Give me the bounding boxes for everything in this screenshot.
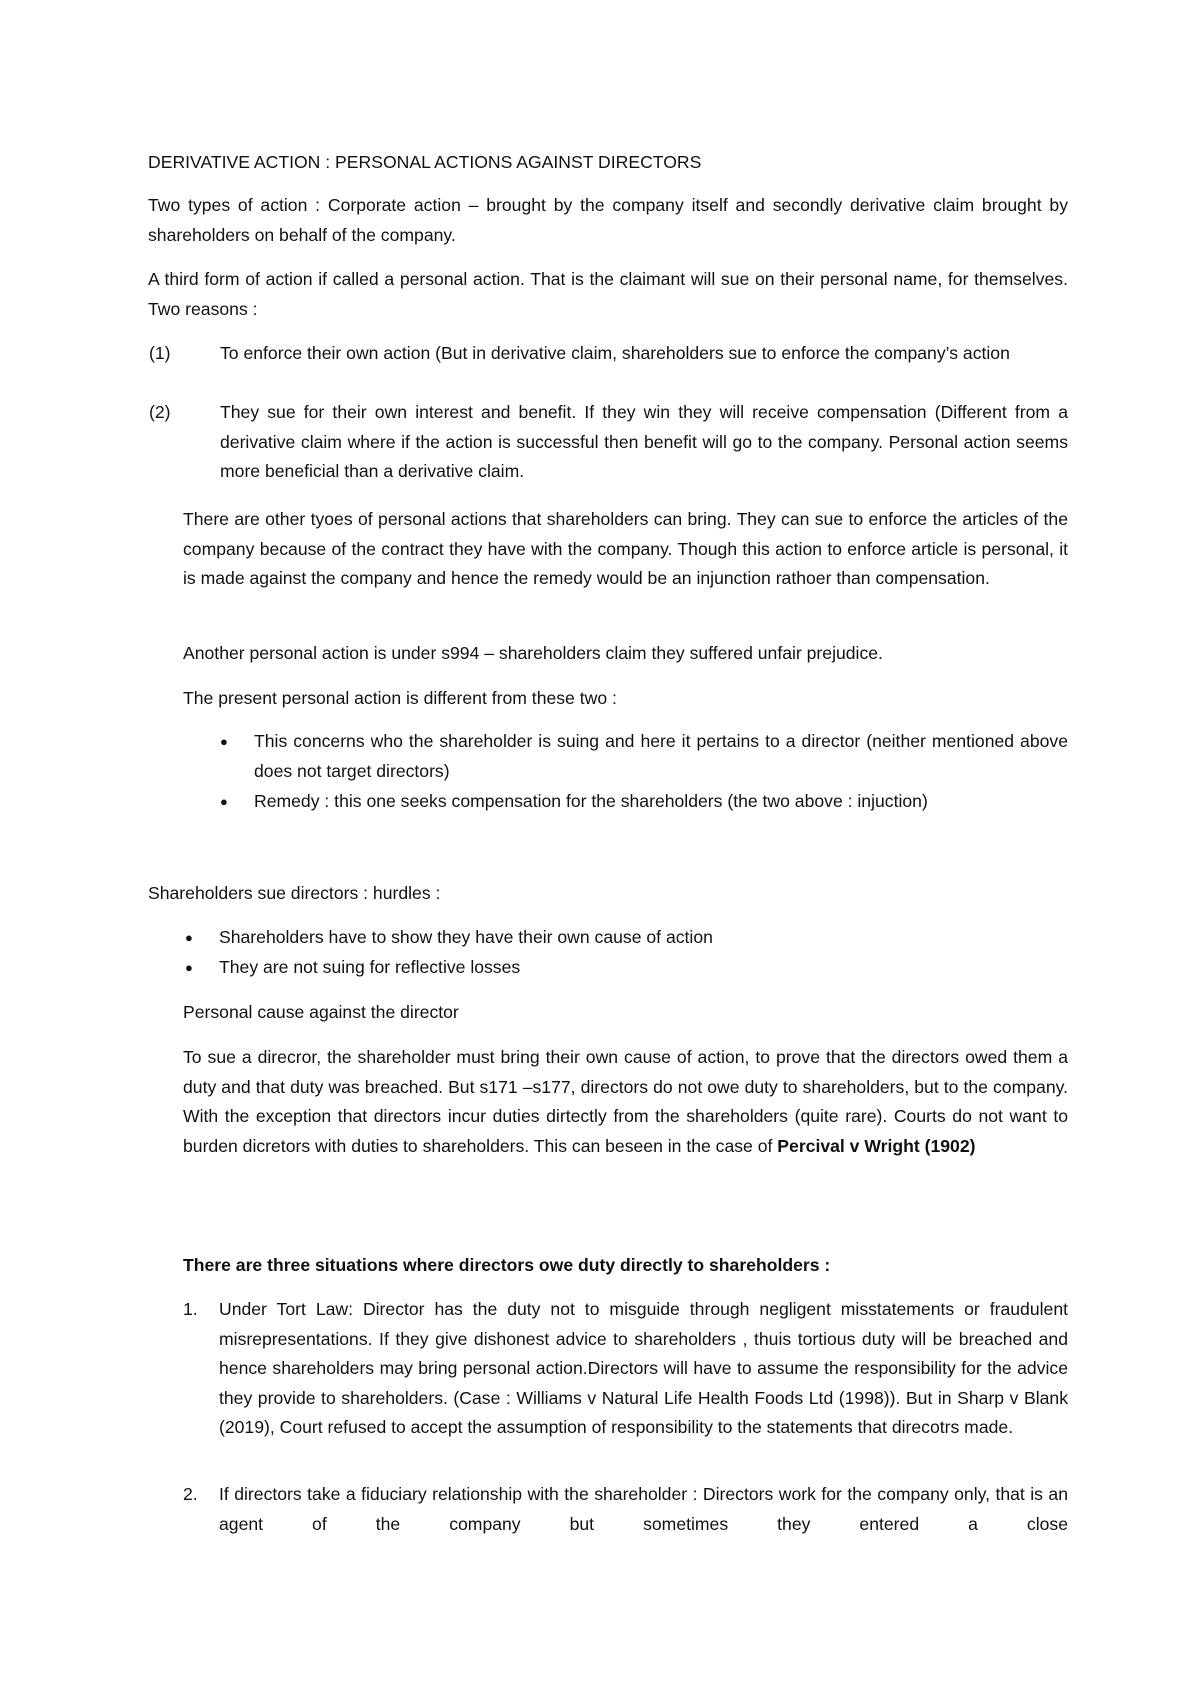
present-paragraph: The present personal action is different from these two : bbox=[183, 688, 617, 708]
bullet-icon: ● bbox=[185, 960, 193, 975]
situation-marker: 2. bbox=[183, 1484, 198, 1504]
list-item-text: Shareholders have to show they have their own cause of action bbox=[219, 927, 713, 947]
list-item-text: Remedy : this one seeks compensation for the shareholders (the two above : injuction) bbox=[254, 791, 928, 811]
case-percival: Percival v Wright (1902) bbox=[777, 1135, 976, 1156]
other-types-paragraph: There are other tyoes of personal actions that shareholders can bring. They can sue to enforce the articles of the company because of the contract they have with the company. Though this action to enforce article is personal, it is made against the company and hence the remedy would be an injunction rathoer than compensation. bbox=[183, 509, 1068, 588]
bullet-icon: ● bbox=[220, 734, 228, 749]
reason-text: They sue for their own interest and benefit. If they win they will receive compensation (Different from a derivative claim where if the action is successful then benefit will go to the company. Personal action seems more beneficial than a derivative claim. bbox=[220, 402, 1068, 481]
personal-cause-text: To sue a direcror, the shareholder must bring their own cause of action, to prove that the directors owed them a duty and that duty was breached. But s171 –s177, directors do not owe duty to shareholders, but to the company. With the exception that directors incur duties dirtectly from the shareholders (quite rare). Courts do not want to burden dicretors with duties to shareholders. This can beseen in the case of bbox=[183, 1047, 1068, 1156]
reason-marker: (2) bbox=[149, 402, 171, 422]
situation-marker: 1. bbox=[183, 1299, 198, 1319]
list-item-text: They are not suing for reflective losses bbox=[219, 957, 521, 977]
bullet-icon: ● bbox=[185, 930, 193, 945]
s994-paragraph: Another personal action is under s994 – shareholders claim they suffered unfair prejudice. bbox=[183, 643, 883, 663]
document-title: DERIVATIVE ACTION : PERSONAL ACTIONS AGAINST DIRECTORS bbox=[148, 152, 702, 172]
list-item-text: This concerns who the shareholder is suing and here it pertains to a director (neither mentioned above does not target directors) bbox=[254, 731, 1068, 781]
personal-cause-heading: Personal cause against the director bbox=[183, 1002, 459, 1022]
situation-text: If directors take a fiduciary relationship with the shareholder : Directors work for the company only, that is an agent of the company but sometimes they entered a close bbox=[219, 1484, 1068, 1534]
reason-marker: (1) bbox=[149, 343, 171, 363]
reason-text: To enforce their own action (But in derivative claim, shareholders sue to enforce the company’s action bbox=[220, 343, 1010, 363]
three-situations-heading: There are three situations where directors owe duty directly to shareholders : bbox=[183, 1255, 831, 1275]
personal-cause-paragraph bbox=[183, 1043, 1068, 1161]
third-form-paragraph: A third form of action if called a personal action. That is the claimant will sue on their personal name, for themselves. Two reasons : bbox=[148, 269, 1068, 319]
situation-text: Under Tort Law: Director has the duty not to misguide through negligent misstatements or fraudulent misrepresentations. If they give dishonest advice to shareholders , thuis tortious duty will be breached and hence shareholders may bring personal action.Directors will have to assume the responsibility for the advice they provide to shareholders. (Case : Williams v Natural Life Health Foods Ltd (1998)). But in Sharp v Blank (2019), Court refused to accept the assumption of responsibility to the statements that direcotrs made. bbox=[219, 1299, 1068, 1437]
intro-paragraph: Two types of action : Corporate action – brought by the company itself and secondly derivative claim brought by shareholders on behalf of the company. bbox=[148, 195, 1068, 245]
hurdles-heading: Shareholders sue directors : hurdles : bbox=[148, 883, 441, 903]
bullet-icon: ● bbox=[220, 794, 228, 809]
